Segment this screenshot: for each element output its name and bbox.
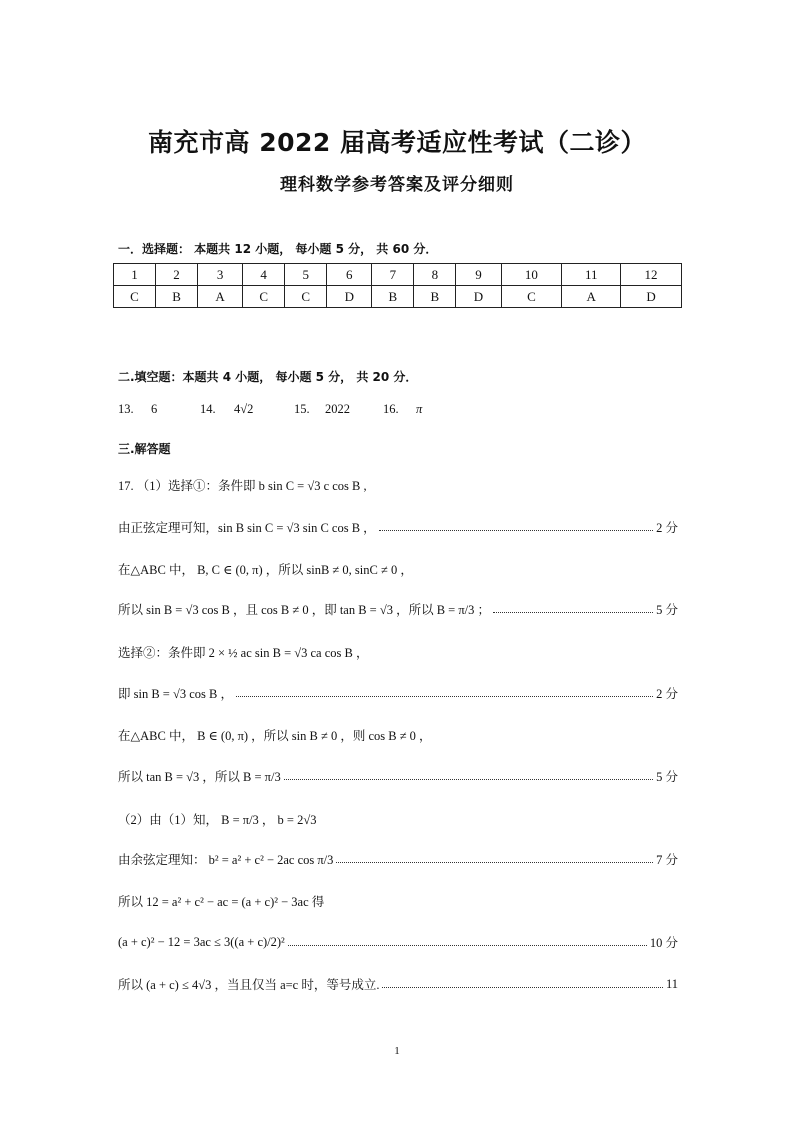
solution-line <box>118 560 678 578</box>
table-cell: D <box>621 286 682 308</box>
table-cell: A <box>198 286 243 308</box>
table-cell: D <box>327 286 372 308</box>
table-cell: C <box>114 286 156 308</box>
score-points: 5 分 <box>656 603 678 617</box>
table-cell: 2 <box>156 264 198 286</box>
section-choice-heading: 一．选择题： 本题共 12 小题， 每小题 5 分， 共 60 分． <box>118 242 438 256</box>
table-cell: A <box>562 286 621 308</box>
solution-line <box>118 810 678 828</box>
leader-dots <box>382 987 662 988</box>
score-points: 10 分 <box>649 936 678 950</box>
table-cell: 8 <box>414 264 456 286</box>
table-cell: C <box>243 286 285 308</box>
fill-number: 16. <box>383 402 399 416</box>
table-cell: B <box>372 286 414 308</box>
question-number-row <box>114 264 682 286</box>
score-points: 2 分 <box>656 521 678 535</box>
solution-text: 即 sin B = √3 cos B ， <box>118 687 233 701</box>
table-cell: C <box>501 286 562 308</box>
solution-text: 17. （1）选择①：条件即 b sin C = √3 c cos B , <box>118 479 367 493</box>
solution-text: (a + c)² − 12 = 3ac ≤ 3((a + c)/2)² <box>118 934 285 949</box>
table-cell: 4 <box>243 264 285 286</box>
table-cell: 6 <box>327 264 372 286</box>
fill-number: 14. <box>200 402 216 416</box>
solution-line <box>118 975 678 993</box>
score-points: 2 分 <box>656 687 678 701</box>
solution-line <box>118 850 678 868</box>
solution-text: （2）由（1）知， B = π/3 ， b = 2√3 <box>118 813 317 827</box>
table-cell: 1 <box>114 264 156 286</box>
solution-line <box>118 476 678 494</box>
leader-dots <box>379 530 653 531</box>
solution-text: 所以 12 = a² + c² − ac = (a + c)² − 3ac 得 <box>118 895 325 909</box>
solution-text: 在△ABC 中， B, C ∈ (0, π) ，所以 sinB ≠ 0, sinC ≠ 0 ， <box>118 563 413 577</box>
solution-text: 选择②：条件即 2 × ½ ac sin B = √3 ca cos B ， <box>118 646 369 660</box>
table-cell: 12 <box>621 264 682 286</box>
leader-dots <box>336 862 653 863</box>
solution-text: 由余弦定理知： b² = a² + c² − 2ac cos π/3 <box>118 853 334 867</box>
solution-line <box>118 518 678 536</box>
fill-number: 15. <box>294 402 310 416</box>
leader-dots <box>493 612 653 613</box>
leader-dots <box>288 945 647 946</box>
solution-line <box>118 892 678 910</box>
fill-answer: 6 <box>151 402 158 416</box>
solution-line <box>118 726 678 744</box>
table-cell: C <box>285 286 327 308</box>
fill-answer: π <box>416 402 423 416</box>
page-subtitle: 理科数学参考答案及评分细则 <box>280 175 514 195</box>
solution-text: 由正弦定理可知，sin B sin C = √3 sin C cos B ， <box>118 521 376 535</box>
table-cell: B <box>414 286 456 308</box>
solution-line <box>118 933 678 951</box>
solution-line <box>118 767 678 785</box>
answer-row <box>114 286 682 308</box>
table-cell: 10 <box>501 264 562 286</box>
solution-text: 所以 sin B = √3 cos B ，且 cos B ≠ 0 ，即 tan B = √3 ，所以 B = π/3 ； <box>118 603 491 617</box>
table-cell: B <box>156 286 198 308</box>
section-solution-heading: 三.解答题 <box>118 442 171 456</box>
table-cell: 7 <box>372 264 414 286</box>
solution-text: 所以 tan B = √3 ，所以 B = π/3 <box>118 770 281 784</box>
table-cell: 5 <box>285 264 327 286</box>
solution-line <box>118 600 678 618</box>
score-points: 11 <box>665 976 678 991</box>
solution-text: 所以 (a + c) ≤ 4√3 ，当且仅当 a=c 时，等号成立. <box>118 978 380 992</box>
page-title: 南充市高 2022 届高考适应性考试（二诊） <box>148 128 646 157</box>
fill-answer: 4√2 <box>234 402 254 416</box>
solution-line <box>118 684 678 702</box>
solution-line <box>118 643 678 661</box>
leader-dots <box>236 696 653 697</box>
score-points: 7 分 <box>656 853 678 867</box>
solution-text: 在△ABC 中， B ∈ (0, π) ，所以 sin B ≠ 0 ，则 cos B ≠ 0 ， <box>118 729 432 743</box>
fill-number: 13. <box>118 402 134 416</box>
table-cell: 3 <box>198 264 243 286</box>
leader-dots <box>284 779 653 780</box>
table-cell: 11 <box>562 264 621 286</box>
table-cell: 9 <box>456 264 501 286</box>
section-fill-heading: 二.填空题：本题共 4 小题， 每小题 5 分， 共 20 分． <box>118 370 418 384</box>
fill-answer: 2022 <box>325 402 350 416</box>
score-points: 5 分 <box>656 770 678 784</box>
table-cell: D <box>456 286 501 308</box>
choice-answer-table <box>113 263 682 308</box>
page-number: 1 <box>394 1045 400 1057</box>
